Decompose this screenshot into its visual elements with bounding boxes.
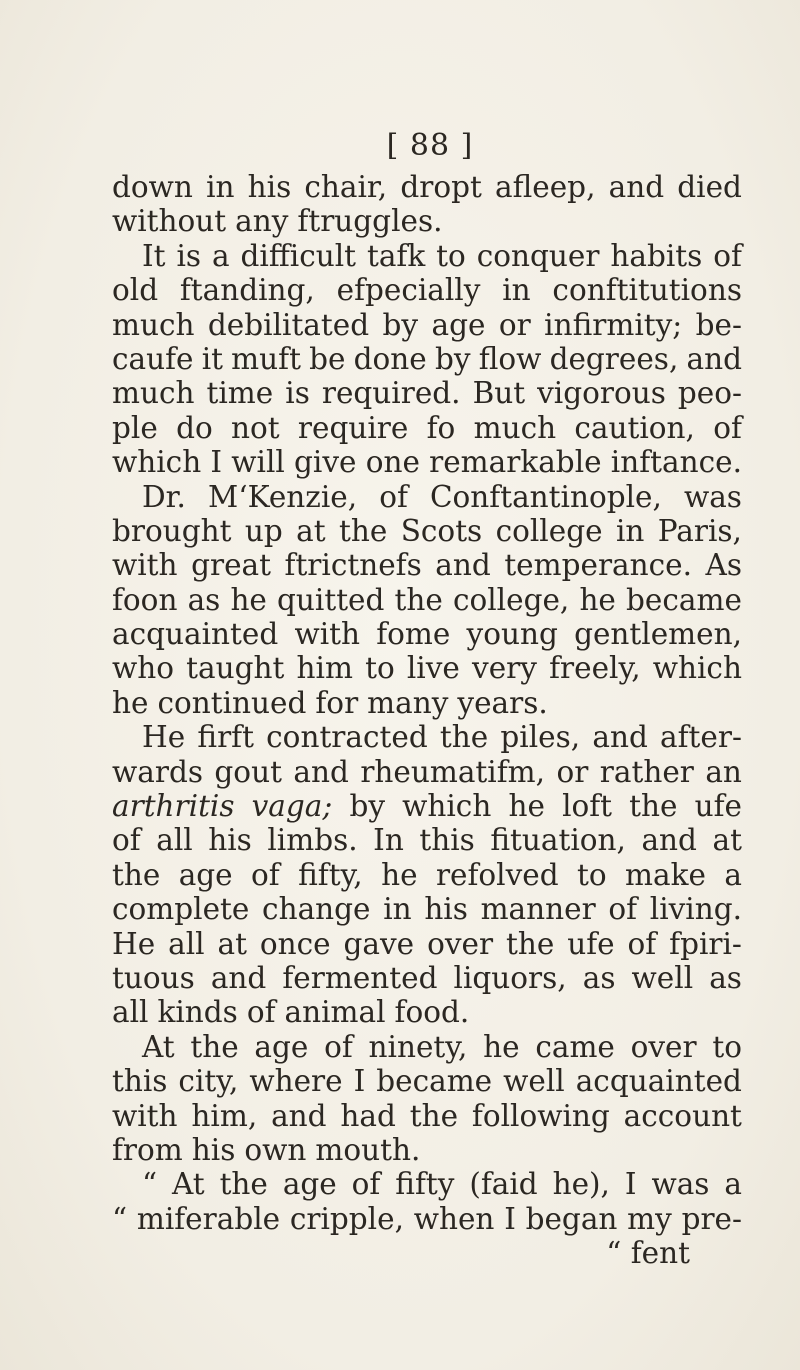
text-line: It is a difficult tafk to conquer habits of	[142, 238, 742, 273]
text-line: of all his limbs. In this fituation, and at	[112, 823, 742, 858]
text-line: “ fent	[606, 1236, 690, 1271]
text-line: down in his chair, dropt afleep, and died	[112, 170, 742, 204]
text-line: arthritis vaga; by which he loft the ufe	[112, 789, 742, 824]
text-line: with great ftrictnefs and temperance. As	[112, 548, 742, 583]
text-line: he continued for many years.	[112, 685, 548, 720]
text-line: all kinds of animal food.	[112, 995, 470, 1030]
text-line: who taught him to live very freely, which	[112, 651, 742, 686]
text-line: much debilitated by age or infirmity; be-	[112, 307, 742, 342]
text-line: brought up at the Scots college in Paris,	[112, 513, 742, 548]
page-number-header: [ 88 ]	[386, 128, 474, 163]
text-line: from his own mouth.	[112, 1132, 421, 1167]
text-line: much time is required. But vigorous peo-	[112, 376, 742, 411]
text-line: He all at once gave over the ufe of fpiri-	[112, 926, 742, 961]
text-line: At the age of ninety, he came over to	[142, 1029, 742, 1064]
text-line: old ftanding, efpecially in conftitutions	[112, 273, 742, 308]
text-line: which I will give one remarkable inftance.	[112, 445, 742, 480]
text-line: with him, and had the following account	[112, 1098, 742, 1133]
text-line: He firft contracted the piles, and after-	[142, 720, 742, 755]
text-line: wards gout and rheumatifm, or rather an	[112, 754, 742, 789]
text-line: “ miferable cripple, when I began my pre-	[112, 1201, 742, 1236]
text-line: caufe it muft be done by flow degrees, and	[112, 341, 742, 376]
body-text	[112, 170, 742, 1271]
text-line: ple do not require fo much caution, of	[112, 410, 742, 445]
text-line: complete change in his manner of living.	[112, 892, 742, 927]
text-line: tuous and fermented liquors, as well as	[112, 960, 742, 995]
text-line: Dr. M‘Kenzie, of Conftantinople, was	[142, 479, 742, 514]
text-line: the age of fifty, he refolved to make a	[112, 857, 742, 892]
text-line: acquainted with fome young gentlemen,	[112, 617, 742, 652]
text-line: this city, where I became well acquainted	[112, 1064, 742, 1099]
text-line: foon as he quitted the college, he became	[112, 582, 742, 617]
text-line: “ At the age of fifty (faid he), I was a	[142, 1167, 742, 1202]
text-line: without any ftruggles.	[112, 204, 443, 239]
